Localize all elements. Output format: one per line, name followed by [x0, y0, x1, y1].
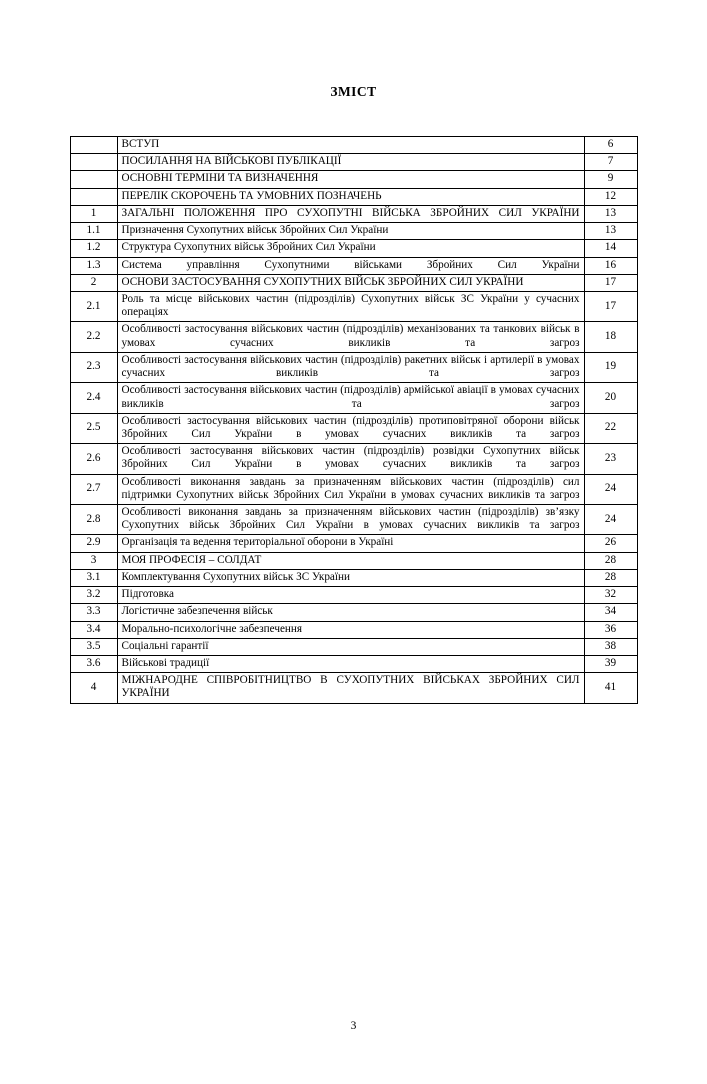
- table-row: [70, 291, 637, 321]
- table-row: [70, 257, 637, 274]
- toc-row-number: 1.2: [70, 240, 117, 257]
- toc-row-page: 18: [584, 322, 637, 352]
- table-row: [70, 569, 637, 586]
- toc-row-number: 2.4: [70, 383, 117, 413]
- toc-row-title[interactable]: Підготовка: [117, 587, 584, 604]
- page-title: ЗМІСТ: [330, 84, 377, 99]
- toc-row-number: 2.6: [70, 444, 117, 474]
- toc-table-body: [70, 137, 637, 704]
- toc-table: [70, 136, 638, 704]
- toc-row-page: 39: [584, 656, 637, 673]
- toc-row-page: 6: [584, 137, 637, 154]
- toc-row-number: 2.8: [70, 505, 117, 535]
- table-row: [70, 604, 637, 621]
- toc-row-page: 13: [584, 205, 637, 222]
- toc-row-title[interactable]: Логістичне забезпечення військ: [117, 604, 584, 621]
- toc-row-title[interactable]: ПОСИЛАННЯ НА ВІЙСЬКОВІ ПУБЛІКАЦІЇ: [117, 154, 584, 171]
- document-page: [0, 84, 707, 1084]
- table-row: [70, 352, 637, 382]
- table-row: [70, 444, 637, 474]
- toc-row-number: 1: [70, 205, 117, 222]
- toc-row-page: 32: [584, 587, 637, 604]
- table-row: [70, 154, 637, 171]
- toc-row-title[interactable]: Комплектування Сухопутних військ ЗС України: [117, 569, 584, 586]
- table-row: [70, 188, 637, 205]
- toc-row-page: 28: [584, 552, 637, 569]
- table-row: [70, 383, 637, 413]
- toc-row-number: 3.2: [70, 587, 117, 604]
- table-row: [70, 413, 637, 443]
- toc-row-number: [70, 137, 117, 154]
- toc-row-title[interactable]: МОЯ ПРОФЕСІЯ – СОЛДАТ: [117, 552, 584, 569]
- toc-row-title[interactable]: ПЕРЕЛІК СКОРОЧЕНЬ ТА УМОВНИХ ПОЗНАЧЕНЬ: [117, 188, 584, 205]
- toc-row-number: 2.2: [70, 322, 117, 352]
- toc-row-page: 9: [584, 171, 637, 188]
- toc-row-number: 2.9: [70, 535, 117, 552]
- toc-row-title[interactable]: МІЖНАРОДНЕ СПІВРОБІТНИЦТВО В СУХОПУТНИХ ВІЙСЬКАХ ЗБРОЙНИХ СИЛ УКРАЇНИ: [117, 673, 584, 703]
- table-row: [70, 322, 637, 352]
- toc-row-page: 13: [584, 223, 637, 240]
- table-row: [70, 535, 637, 552]
- table-row: [70, 137, 637, 154]
- toc-row-title[interactable]: ОСНОВНІ ТЕРМІНИ ТА ВИЗНАЧЕННЯ: [117, 171, 584, 188]
- toc-row-number: 3: [70, 552, 117, 569]
- toc-row-page: 28: [584, 569, 637, 586]
- table-row: [70, 505, 637, 535]
- table-row: [70, 552, 637, 569]
- table-row: [70, 673, 637, 703]
- table-row: [70, 240, 637, 257]
- footer-page-number: 3: [350, 1020, 357, 1032]
- toc-row-title[interactable]: Особливості застосування військових частин (підрозділів) розвідки Сухопутних військ Збройних Сил України в умовах сучасних викликів та загроз: [117, 444, 584, 474]
- toc-row-page: 7: [584, 154, 637, 171]
- table-row: [70, 223, 637, 240]
- table-row: [70, 638, 637, 655]
- toc-row-title[interactable]: Призначення Сухопутних військ Збройних Сил України: [117, 223, 584, 240]
- toc-row-page: 19: [584, 352, 637, 382]
- toc-row-page: 34: [584, 604, 637, 621]
- toc-row-number: 2.7: [70, 474, 117, 504]
- toc-row-number: 2.1: [70, 291, 117, 321]
- toc-row-title[interactable]: Особливості застосування військових частин (підрозділів) протиповітряної оборони військ Збройних Сил України в умовах сучасних викликів та загроз: [117, 413, 584, 443]
- toc-row-page: 41: [584, 673, 637, 703]
- toc-row-number: [70, 188, 117, 205]
- toc-row-title[interactable]: Структура Сухопутних військ Збройних Сил України: [117, 240, 584, 257]
- toc-row-page: 22: [584, 413, 637, 443]
- toc-row-number: 2.3: [70, 352, 117, 382]
- toc-row-title[interactable]: Особливості виконання завдань за призначенням військових частин (підрозділів) зв’язку Сухопутних військ Збройних Сил України в умовах сучасних викликів та загроз: [117, 505, 584, 535]
- toc-row-title[interactable]: ЗАГАЛЬНІ ПОЛОЖЕННЯ ПРО СУХОПУТНІ ВІЙСЬКА ЗБРОЙНИХ СИЛ УКРАЇНИ: [117, 205, 584, 222]
- toc-row-page: 24: [584, 505, 637, 535]
- toc-row-page: 14: [584, 240, 637, 257]
- table-row: [70, 474, 637, 504]
- toc-row-title[interactable]: Роль та місце військових частин (підрозділів) Сухопутних військ ЗС України у сучасних операціях: [117, 291, 584, 321]
- table-row: [70, 587, 637, 604]
- toc-row-number: 3.5: [70, 638, 117, 655]
- toc-row-title[interactable]: Організація та ведення територіальної оборони в Україні: [117, 535, 584, 552]
- toc-row-page: 17: [584, 291, 637, 321]
- toc-row-title[interactable]: Особливості застосування військових частин (підрозділів) армійської авіації в умовах сучасних викликів та загроз: [117, 383, 584, 413]
- toc-row-title[interactable]: ОСНОВИ ЗАСТОСУВАННЯ СУХОПУТНИХ ВІЙСЬК ЗБРОЙНИХ СИЛ УКРАЇНИ: [117, 274, 584, 291]
- toc-row-number: 1.1: [70, 223, 117, 240]
- toc-row-page: 36: [584, 621, 637, 638]
- table-row: [70, 171, 637, 188]
- table-row: [70, 656, 637, 673]
- toc-row-title[interactable]: Соціальні гарантії: [117, 638, 584, 655]
- table-row: [70, 274, 637, 291]
- toc-row-title[interactable]: Особливості виконання завдань за призначенням військових частин (підрозділів) сил підтримки Сухопутних військ Збройних Сил України в умовах сучасних викликів та загроз: [117, 474, 584, 504]
- toc-row-page: 17: [584, 274, 637, 291]
- table-row: [70, 621, 637, 638]
- toc-row-number: [70, 154, 117, 171]
- table-row: [70, 205, 637, 222]
- toc-row-title[interactable]: Військові традиції: [117, 656, 584, 673]
- toc-row-page: 23: [584, 444, 637, 474]
- toc-row-number: 1.3: [70, 257, 117, 274]
- toc-row-page: 24: [584, 474, 637, 504]
- toc-row-title[interactable]: Система управління Сухопутними військами Збройних Сил України: [117, 257, 584, 274]
- toc-row-number: 3.1: [70, 569, 117, 586]
- table-of-contents: [0, 136, 707, 704]
- toc-row-title[interactable]: Морально-психологічне забезпечення: [117, 621, 584, 638]
- toc-row-title[interactable]: Особливості застосування військових частин (підрозділів) механізованих та танкових військ в умовах сучасних викликів та загроз: [117, 322, 584, 352]
- toc-row-page: 38: [584, 638, 637, 655]
- toc-row-number: 3.3: [70, 604, 117, 621]
- toc-row-number: 3.4: [70, 621, 117, 638]
- toc-row-page: 20: [584, 383, 637, 413]
- toc-row-number: [70, 171, 117, 188]
- toc-row-number: 2.5: [70, 413, 117, 443]
- toc-row-page: 12: [584, 188, 637, 205]
- toc-row-page: 16: [584, 257, 637, 274]
- toc-row-number: 3.6: [70, 656, 117, 673]
- toc-row-page: 26: [584, 535, 637, 552]
- toc-row-title[interactable]: Особливості застосування військових частин (підрозділів) ракетних військ і артилерії в умовах сучасних викликів та загроз: [117, 352, 584, 382]
- toc-row-number: 2: [70, 274, 117, 291]
- toc-row-number: 4: [70, 673, 117, 703]
- toc-row-title[interactable]: ВСТУП: [117, 137, 584, 154]
